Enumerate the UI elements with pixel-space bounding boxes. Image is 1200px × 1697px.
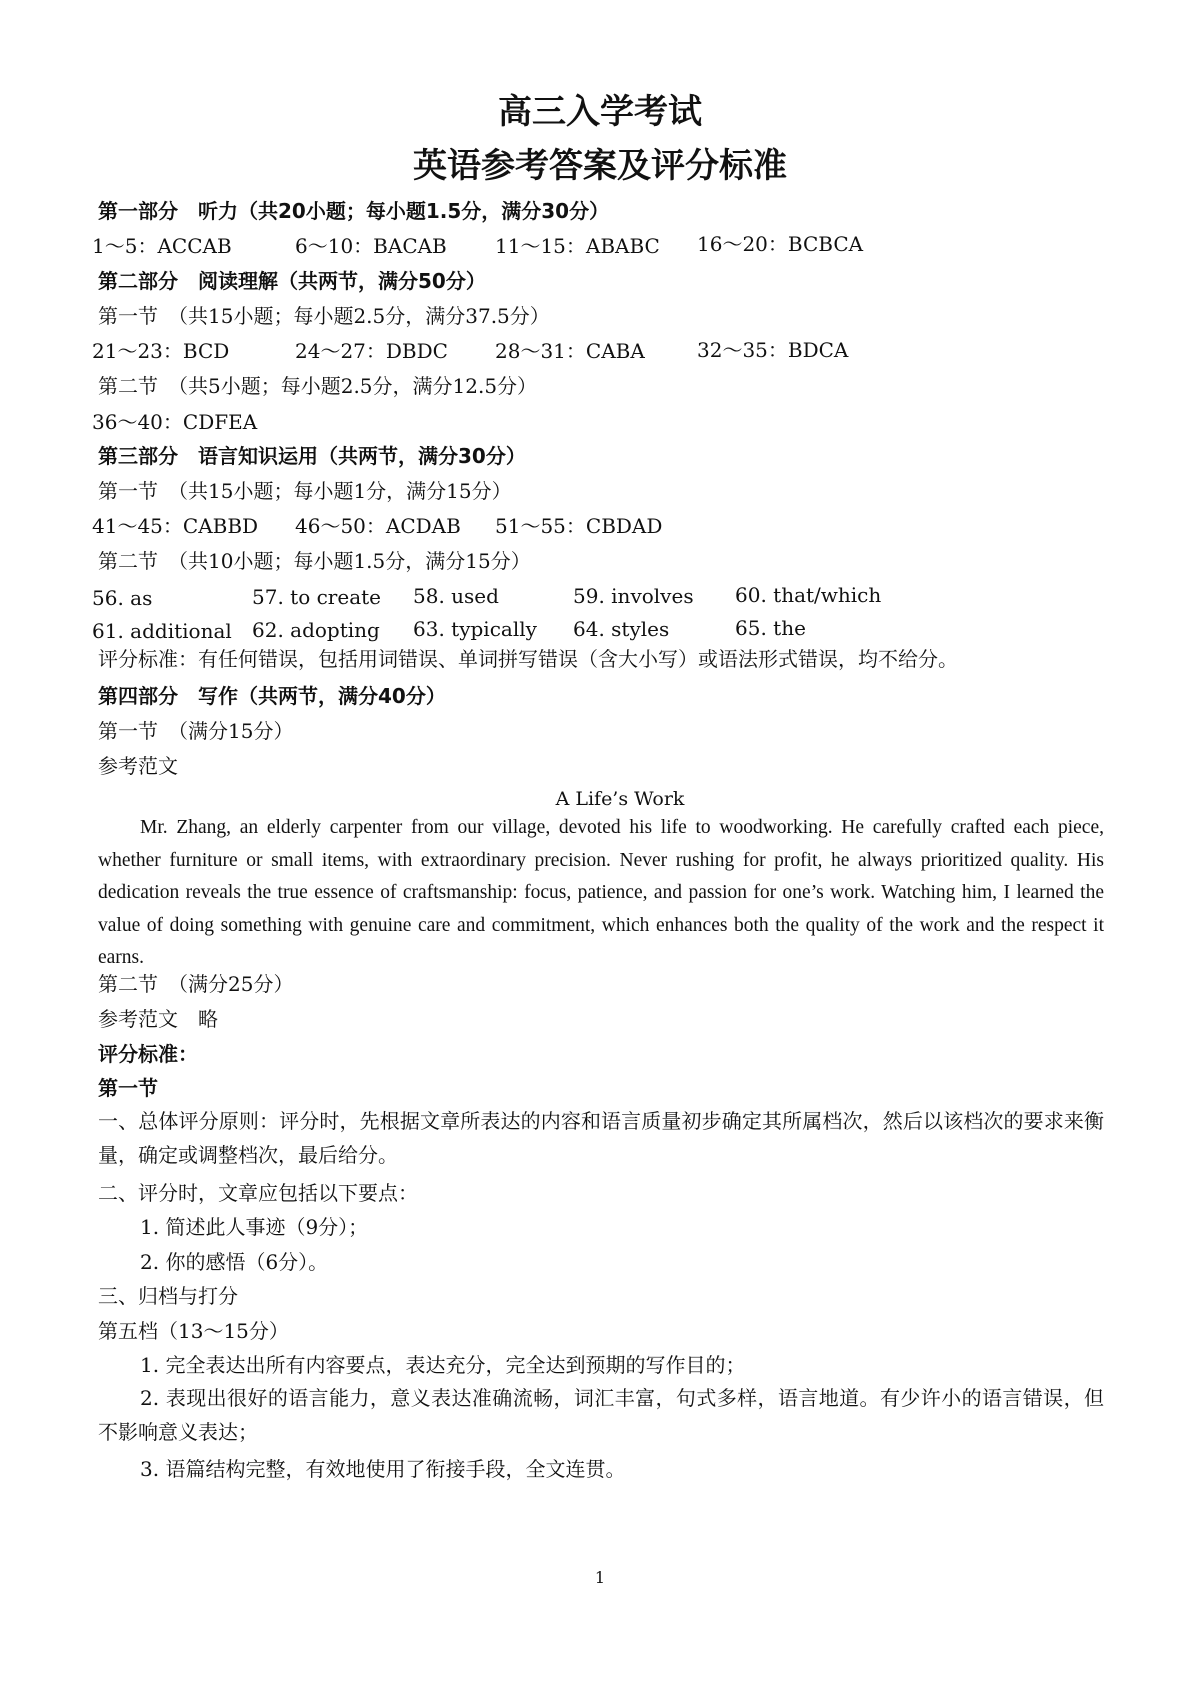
criteria-principle: 一、总体评分原则：评分时，先根据文章所表达的内容和语言质量初步确定其所属档次，然后以该档次的要求来衡量，确定或调整档次，最后给分。 [98, 1109, 1104, 1167]
answer-group: 1～5：ACCAB [92, 234, 232, 258]
part3-heading: 第三部分 语言知识运用（共两节，满分30分） [98, 444, 526, 468]
part3-section1: 第一节 （共15小题；每小题1分，满分15分） [98, 479, 512, 503]
sample-essay-label: 参考范文 [98, 754, 178, 778]
answer-group: 36～40：CDFEA [92, 410, 258, 434]
criteria-point: 2. 你的感悟（6分）。 [140, 1250, 329, 1274]
grade-criterion: 3. 语篇结构完整，有效地使用了衔接手段，全文连贯。 [140, 1457, 626, 1481]
fill-answer: 63. typically [413, 617, 537, 641]
grade-five-heading: 第五档（13～15分） [98, 1319, 289, 1343]
criteria-label: 评分标准： [98, 1042, 198, 1066]
answer-group: 11～15：ABABC [495, 234, 660, 258]
part4-section1: 第一节 （满分15分） [98, 719, 294, 743]
part2-section2: 第二节 （共5小题；每小题2.5分，满分12.5分） [98, 374, 538, 398]
exam-title: 高三入学考试 [498, 92, 702, 132]
fill-answer: 62. adopting [252, 618, 380, 642]
part2-heading: 第二部分 阅读理解（共两节，满分50分） [98, 269, 486, 293]
part1-heading: 第一部分 听力（共20小题；每小题1.5分，满分30分） [98, 199, 610, 223]
page-number: 1 [594, 1568, 606, 1587]
fill-answer: 56. as [92, 586, 153, 610]
sample-essay: Mr. Zhang, an elderly carpenter from our village, devoted his life to woodworking. He carefully crafted each piece, whether furniture or small items, with extraordinary precision. Never rushing for profit, he always prioritized quality. His dedication reveals the true essence of craftsmanship: focus, patience, and passion for one’s work. Watching him, I learned the value of doing something with genuine care and commitment, which enhances both the quality of the work and the respect it earns. [98, 817, 1104, 969]
criteria-points-intro: 二、评分时，文章应包括以下要点： [98, 1181, 418, 1205]
answer-group: 24～27：DBDC [295, 339, 448, 363]
criteria-point: 1. 简述此人事迹（9分）； [140, 1215, 369, 1239]
part4-heading: 第四部分 写作（共两节，满分40分） [98, 684, 446, 708]
part3-section2: 第二节 （共10小题；每小题1.5分，满分15分） [98, 549, 531, 573]
grade-criterion: 2. 表现出很好的语言能力，意义表达准确流畅，词汇丰富，句式多样，语言地道。有少许小的语言错误，但不影响意义表达； [98, 1386, 1104, 1444]
part4-section2: 第二节 （满分25分） [98, 972, 294, 996]
part3-criteria: 评分标准：有任何错误，包括用词错误、单词拼写错误（含大小写）或语法形式错误，均不给分。 [98, 647, 958, 671]
section2-sample: 参考范文 略 [98, 1007, 218, 1031]
answer-group: 51～55：CBDAD [495, 514, 663, 538]
fill-answer: 57. to create [252, 585, 381, 609]
criteria-section1: 第一节 [98, 1076, 158, 1100]
fill-answer: 65. the [735, 616, 806, 640]
answer-key-title: 英语参考答案及评分标准 [413, 146, 787, 186]
answer-group: 6～10：BACAB [295, 234, 447, 258]
part2-section1: 第一节 （共15小题；每小题2.5分，满分37.5分） [98, 304, 550, 328]
answer-group: 21～23：BCD [92, 339, 230, 363]
answer-group: 46～50：ACDAB [295, 514, 461, 538]
fill-answer: 61. additional [92, 619, 232, 643]
grade-criterion: 1. 完全表达出所有内容要点，表达充分，完全达到预期的写作目的； [140, 1353, 746, 1377]
answer-group: 32～35：BDCA [697, 338, 849, 362]
fill-answer: 64. styles [573, 617, 670, 641]
fill-answer: 60. that/which [735, 583, 882, 607]
answer-group: 28～31：CABA [495, 339, 645, 363]
answer-group: 16～20：BCBCA [697, 232, 864, 256]
essay-title: A Life’s Work [555, 788, 685, 810]
answer-group: 41～45：CABBD [92, 514, 259, 538]
fill-answer: 58. used [413, 584, 499, 608]
fill-answer: 59. involves [573, 584, 694, 608]
grading-heading: 三、归档与打分 [98, 1284, 238, 1308]
